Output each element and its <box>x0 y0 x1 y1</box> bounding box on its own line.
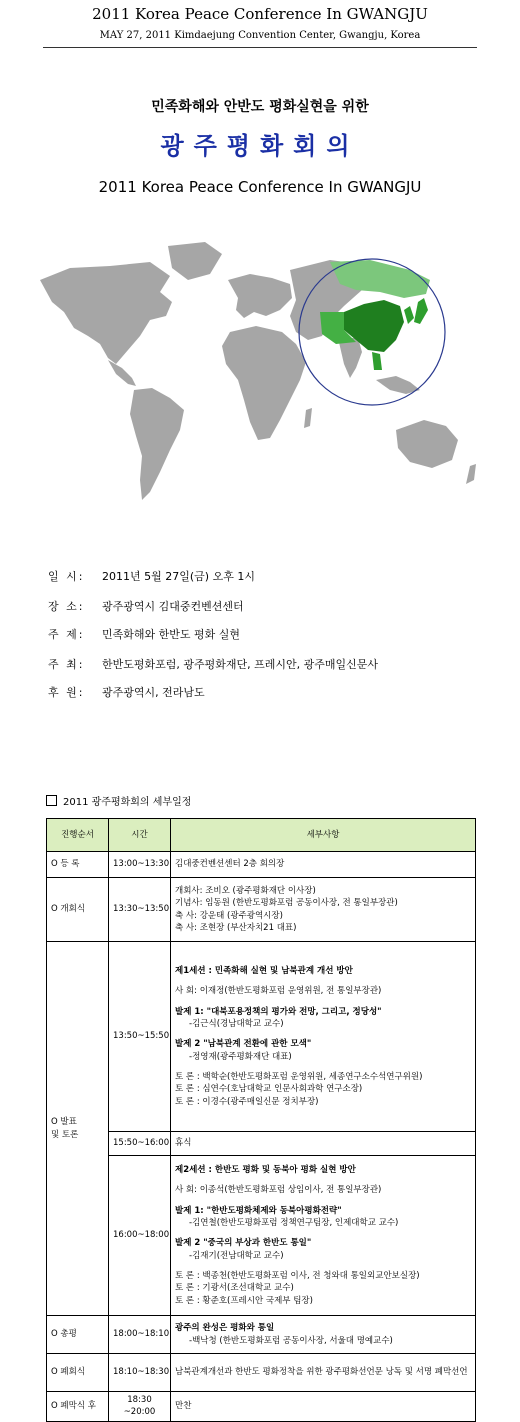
row-time: 13:00~13:30 <box>109 852 171 878</box>
row-detail: 김대중컨벤션센터 2층 회의장 <box>171 852 476 878</box>
row-detail <box>171 1156 476 1316</box>
world-map-image <box>0 240 520 540</box>
presenter: -정영재(광주평화재단 대표) <box>189 1051 292 1062</box>
detail-line: 축 사: 강운태 (광주광역시장) <box>175 910 283 921</box>
col-header-time: 시간 <box>109 819 171 852</box>
discussant: 토 론 : 백종천(한반도평화포럼 이사, 전 청와대 통일외교안보실장) <box>175 1270 420 1281</box>
row-time: 18:00~18:10 <box>109 1316 171 1354</box>
schedule-title-text: 2011 광주평화회의 세부일정 <box>63 797 192 808</box>
table-row <box>47 1316 476 1354</box>
presentation-title: 발제 1: "한반도평화체제와 동북아평화전략" <box>175 1205 342 1216</box>
info-date <box>48 568 255 584</box>
row-detail <box>171 1316 476 1354</box>
table-row <box>47 1156 476 1316</box>
presenter: -김근식(경남대학교 교수) <box>189 1019 284 1030</box>
row-order: O 폐막식 후 <box>47 1392 109 1422</box>
session-title: 제1세션 : 민족화해 실현 및 남북관계 개선 방안 <box>175 966 353 977</box>
row-time: 16:00~18:00 <box>109 1156 171 1316</box>
table-row <box>47 1392 476 1422</box>
discussant: 토 론 : 기광서(조선대학교 교수) <box>175 1283 294 1294</box>
headline-english: 2011 Korea Peace Conference In GWANGJU <box>98 178 422 196</box>
discussant: 토 론 : 이경수(광주매일신문 정치부장) <box>175 1096 319 1107</box>
info-value: 광주광역시 김대중컨벤션센터 <box>102 600 244 613</box>
info-value: 광주광역시, 전라남도 <box>102 686 205 699</box>
row-time: 15:50~16:00 <box>109 1132 171 1156</box>
info-label: 장 소: <box>48 600 85 613</box>
info-value: 한반도평화포럼, 광주평화재단, 프레시안, 광주매일신문사 <box>102 658 379 671</box>
table-row <box>47 942 476 1132</box>
detail-line: 기념사: 임동원 (한반도평화포럼 공동이사장, 전 통일부장관) <box>175 898 398 909</box>
checkbox-icon <box>46 795 57 806</box>
header-subtitle: MAY 27, 2011 Kimdaejung Convention Center, Gwangju, Korea <box>99 30 421 41</box>
row-time: 13:50~15:50 <box>109 942 171 1132</box>
presenter: -김연철(한반도평화포럼 정책연구팀장, 인제대학교 교수) <box>189 1218 399 1229</box>
discussant: 토 론 : 백학순(한반도평화포럼 운영위원, 세종연구소수석연구위원) <box>175 1071 423 1082</box>
detail-line: 개회사: 조비오 (광주평화재단 이사장) <box>175 885 316 896</box>
info-label: 일 시: <box>48 570 85 583</box>
row-detail: 만찬 <box>171 1392 476 1422</box>
discussant: 토 론 : 황준호(프레시안 국제부 팀장) <box>175 1295 313 1306</box>
row-time: 18:30 ~20:00 <box>109 1392 171 1422</box>
row-detail <box>171 878 476 942</box>
table-row <box>47 1354 476 1392</box>
info-label: 후 원: <box>48 686 85 699</box>
info-sponsor <box>48 684 205 700</box>
row-detail <box>171 942 476 1132</box>
table-row <box>47 1132 476 1156</box>
info-host <box>48 656 378 672</box>
schedule-title <box>46 793 191 808</box>
header-divider <box>43 47 477 48</box>
row-order: O 총평 <box>47 1316 109 1354</box>
session-title: 제2세션 : 한반도 평화 및 동북아 평화 실현 방안 <box>175 1165 356 1176</box>
table-row <box>47 878 476 942</box>
row-time: 13:30~13:50 <box>109 878 171 942</box>
info-label: 주 최: <box>48 658 85 671</box>
row-order: O 개회식 <box>47 878 109 942</box>
row-order: O 폐회식 <box>47 1354 109 1392</box>
presentation-title: 발제 2 "남북관계 전환에 관한 모색" <box>175 1039 312 1050</box>
closing-remark-speaker: -백낙청 (한반도평화포럼 공동이사장, 서울대 명예교수) <box>189 1335 393 1346</box>
schedule-table <box>46 818 476 1422</box>
info-theme <box>48 626 240 642</box>
row-detail: 남북관계개선과 한반도 평화정착을 위한 광주평화선언문 낭독 및 서명 폐막선언 <box>171 1354 476 1392</box>
info-venue <box>48 598 244 614</box>
row-order: O 발표 및 토론 <box>47 942 109 1316</box>
info-value: 2011년 5월 27일(금) 오후 1시 <box>102 570 255 583</box>
table-row <box>47 852 476 878</box>
info-label: 주 제: <box>48 628 85 641</box>
headline-korean: 민족화해와 안반도 평화실현을 위한 <box>151 99 369 115</box>
row-order: O 등 록 <box>47 852 109 878</box>
presentation-title: 발제 1: "대북포용정책의 평가와 전망, 그리고, 정당성" <box>175 1006 382 1017</box>
discussant: 토 론 : 심연수(호남대학교 인문사회과학 연구소장) <box>175 1084 363 1095</box>
session-moderator: 사 회: 이재정(한반도평화포럼 운영위원, 전 통일부장관) <box>175 986 382 997</box>
col-header-detail: 세부사항 <box>171 819 476 852</box>
header-title: 2011 Korea Peace Conference In GWANGJU <box>92 5 428 23</box>
closing-remark-title: 광주의 완성은 평화와 통일 <box>175 1323 275 1334</box>
col-header-order: 진행순서 <box>47 819 109 852</box>
presenter: -김재기(전남대학교 교수) <box>189 1250 284 1261</box>
info-value: 민족화해와 한반도 평화 실현 <box>102 628 241 641</box>
table-header-row <box>47 819 476 852</box>
row-time: 18:10~18:30 <box>109 1354 171 1392</box>
headline-main: 광주평화회의 <box>160 132 360 160</box>
session-moderator: 사 회: 이종석(한반도평화포럼 상임이사, 전 통일부장관) <box>175 1185 382 1196</box>
row-detail: 휴식 <box>171 1132 476 1156</box>
detail-line: 축 사: 조현장 (부산자치21 대표) <box>175 922 297 933</box>
presentation-title: 발제 2 "중국의 부상과 한반도 통일" <box>175 1238 312 1249</box>
